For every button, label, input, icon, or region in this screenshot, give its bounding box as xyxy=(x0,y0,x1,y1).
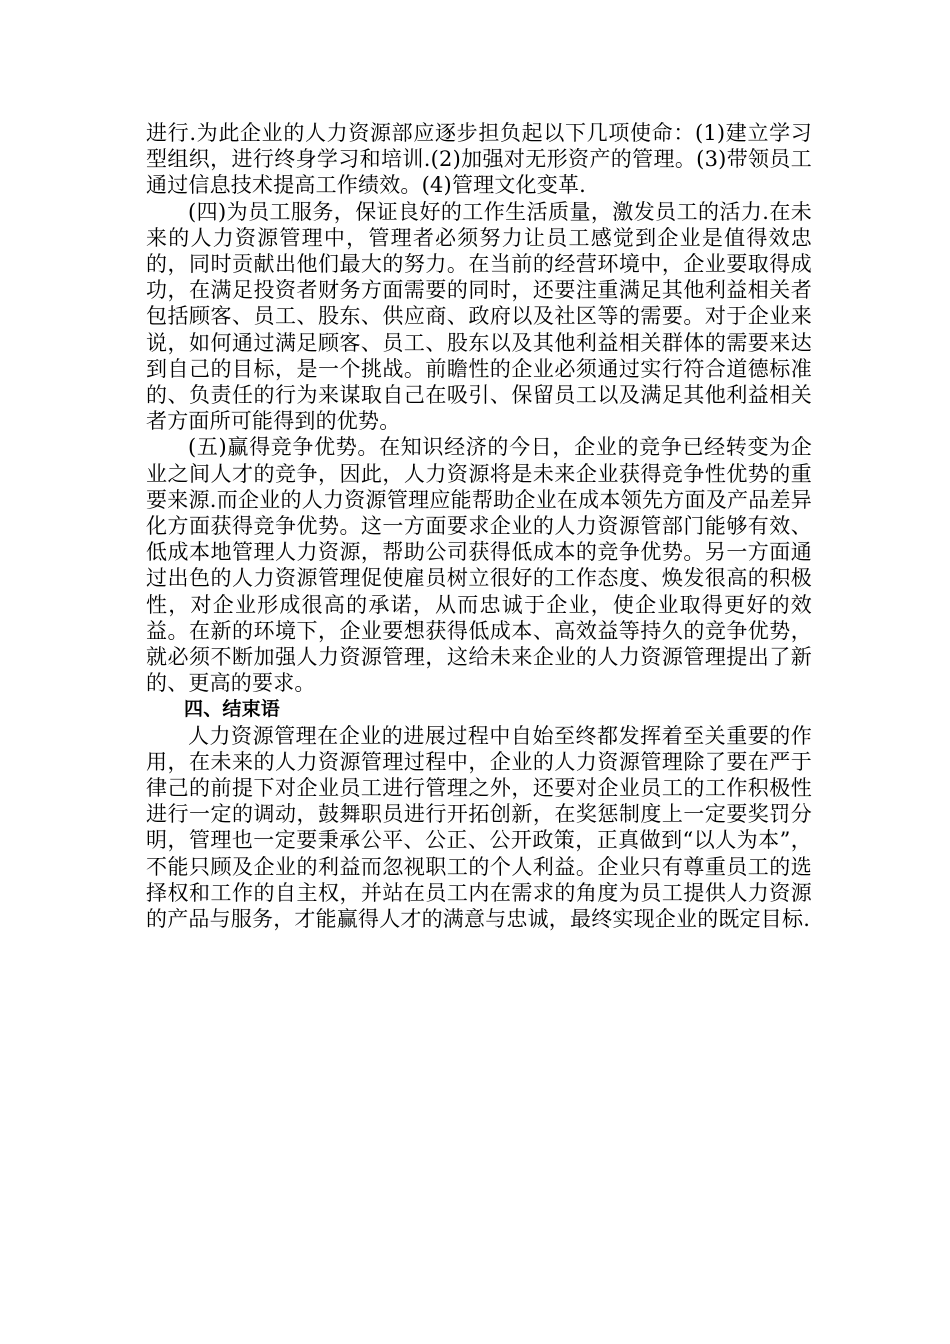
section-heading-conclusion: 四、结束语 xyxy=(184,698,281,721)
paragraph-competitive-advantage: (五)赢得竞争优势。在知识经济的今日，企业的竞争已经转变为企业之间人才的竞争，因此，人力资源将是未来企业获得竞争性优势的重要来源.而企业的人力资源管理应能帮助企业在成本领先方面及产品差异化方面获得竞争优势。这一方面要求企业的人力资源管部门能够有效、低成本地管理人力资源，帮助公司获得低成本的竞争优势。另一方面通过出色的人力资源管理促使雇员树立很好的工作态度、焕发很高的积极性，对企业形成很高的承诺，从而忠诚于企业，使企业取得更好的效益。在新的环境下，企业要想获得低成本、高效益等持久的竞争优势，就必须不断加强人力资源管理，这给未来企业的人力资源管理提出了新的、更高的要求。 xyxy=(146,435,812,696)
document-body xyxy=(146,120,812,932)
paragraph-continuation: 进行.为此企业的人力资源部应逐步担负起以下几项使命：(1)建立学习型组织，进行终身学习和培训.(2)加强对无形资产的管理。(3)带领员工通过信息技术提高工作绩效。(4)管理文化变革. xyxy=(146,121,812,198)
paragraph-conclusion: 人力资源管理在企业的进展过程中自始至终都发挥着至关重要的作用，在未来的人力资源管理过程中，企业的人力资源管理除了要在严于律己的前提下对企业员工进行管理之外，还要对企业员工的工作积极性进行一定的调动，鼓舞职员进行开拓创新，在奖惩制度上一定要奖罚分明，管理也一定要秉承公平、公正、公开政策，正真做到“以人为本”，不能只顾及企业的利益而忽视职工的个人利益。企业只有尊重员工的选择权和工作的自主权，并站在员工内在需求的角度为员工提供人力资源的产品与服务，才能赢得人才的满意与忠诚，最终实现企业的既定目标. xyxy=(146,723,812,932)
paragraph-employee-service: (四)为员工服务，保证良好的工作生活质量，激发员工的活力.在未来的人力资源管理中，管理者必须努力让员工感觉到企业是值得效忠的，同时贡献出他们最大的努力。在当前的经营环境中，企业要取得成功，在满足投资者财务方面需要的同时，还要注重满足其他利益相关者包括顾客、员工、股东、供应商、政府以及社区等的需要。对于企业来说，如何通过满足顾客、员工、股东以及其他利益相关群体的需要来达到自己的目标，是一个挑战。前瞻性的企业必须通过实行符合道德标准的、负责任的行为来谋取自己在吸引、保留员工以及满足其他利益相关者方面所可能得到的优势。 xyxy=(146,199,812,434)
